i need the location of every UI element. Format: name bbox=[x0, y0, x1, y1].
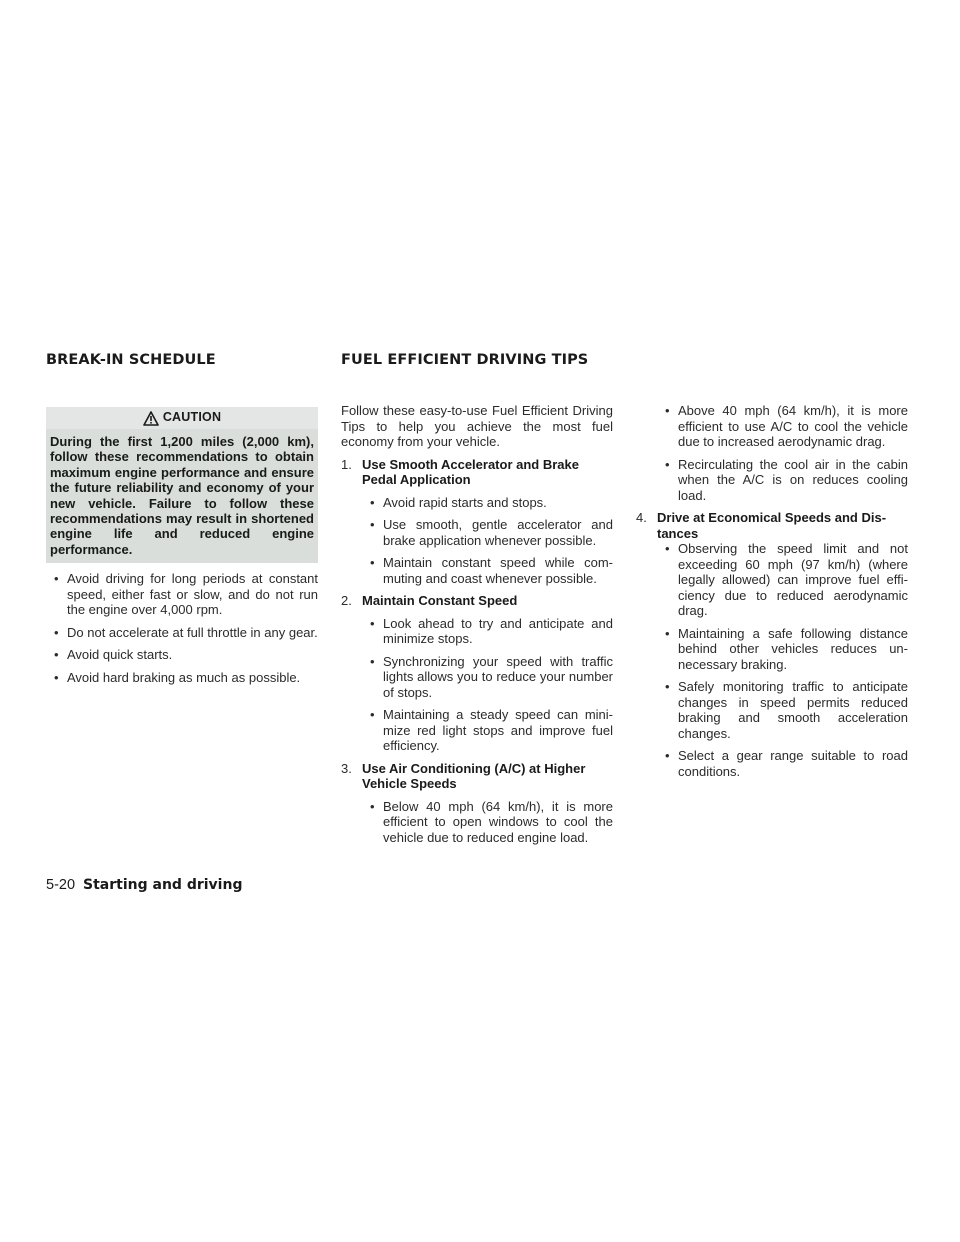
list-item: • Synchronizing your speed with traffic lights allows you to reduce your number of stops. bbox=[370, 653, 613, 700]
list-item: • Avoid hard braking as much as possible. bbox=[54, 669, 301, 685]
tip-title-2: 2. Maintain Constant Speed bbox=[341, 593, 518, 608]
tip-title-1: 1. Use Smooth Accelerator and Brake Pedal Application bbox=[341, 456, 579, 487]
heading-break-in-schedule: BREAK-IN SCHEDULE bbox=[46, 352, 216, 368]
tips-column-1 bbox=[341, 403, 613, 845]
list-item: • Avoid quick starts. bbox=[54, 647, 173, 663]
list-item: • Avoid rapid starts and stops. bbox=[370, 494, 547, 510]
list-item: • Select a gear range suitable to road conditions. bbox=[665, 748, 908, 779]
page-number: 5-20 bbox=[46, 877, 76, 893]
list-item: • Do not accelerate at full throttle in any gear. bbox=[54, 624, 318, 640]
tips-column-2 bbox=[636, 403, 908, 779]
caution-header bbox=[46, 407, 318, 429]
list-item: • Maintaining a steady speed can minimize red light stops and improve fuel efficiency. bbox=[370, 707, 613, 753]
tips-intro: Follow these easy-to-use Fuel Efficient Driving Tips to help you achieve the most fuel economy from your vehicle. bbox=[341, 403, 613, 449]
list-item: • Maintain constant speed while commuting and coast whenever possible. bbox=[370, 555, 613, 586]
list-item: • Maintaining a safe following distance behind other vehicles reduces unnecessary braking. bbox=[665, 625, 908, 672]
page-footer bbox=[46, 877, 242, 893]
heading-fuel-efficient-tips: FUEL EFFICIENT DRIVING TIPS bbox=[341, 352, 589, 368]
warning-icon bbox=[143, 411, 159, 426]
tip-title-4: 4. Drive at Economical Speeds and Distances bbox=[636, 510, 887, 541]
list-item: • Look ahead to try and anticipate and minimize stops. bbox=[370, 615, 613, 646]
list-item: • Above 40 mph (64 km/h), it is more efficient to use A/C to cool the vehicle due to increased aerodynamic drag. bbox=[665, 403, 908, 449]
tip-title-3: 3. Use Air Conditioning (A/C) at Higher Vehicle Speeds bbox=[341, 760, 586, 791]
break-in-column bbox=[46, 407, 318, 685]
list-item: • Use smooth, gentle accelerator and brake application whenever possible. bbox=[370, 517, 613, 548]
list-item: • Observing the speed limit and not exceeding 60 mph (97 km/h) (where legally allowed) can improve fuel efficiency due to reduced aerodynamic drag. bbox=[665, 541, 908, 618]
list-item: • Recirculating the cool air in the cabin when the A/C is on reduces cooling load. bbox=[665, 456, 908, 503]
list-item: • Below 40 mph (64 km/h), it is more efficient to open windows to cool the vehicle due to reduced engine load. bbox=[370, 798, 613, 845]
list-item: • Safely monitoring traffic to anticipate changes in speed permits reduced braking and smooth acceleration changes. bbox=[665, 679, 908, 741]
caution-text: During the first 1,200 miles (2,000 km), follow these recommendations to obtain maximum engine performance and ensure the future reliability and economy of your new vehicle. Failure to follow these recommendations may result in shortened engine life and reduced engine performance. bbox=[50, 434, 314, 557]
caution-label: CAUTION bbox=[162, 410, 222, 425]
list-item: • Avoid driving for long periods at constant speed, either fast or slow, and do not run the engine over 4,000 rpm. bbox=[54, 571, 318, 618]
section-name: Starting and driving bbox=[83, 877, 243, 893]
caution-box bbox=[46, 407, 318, 563]
